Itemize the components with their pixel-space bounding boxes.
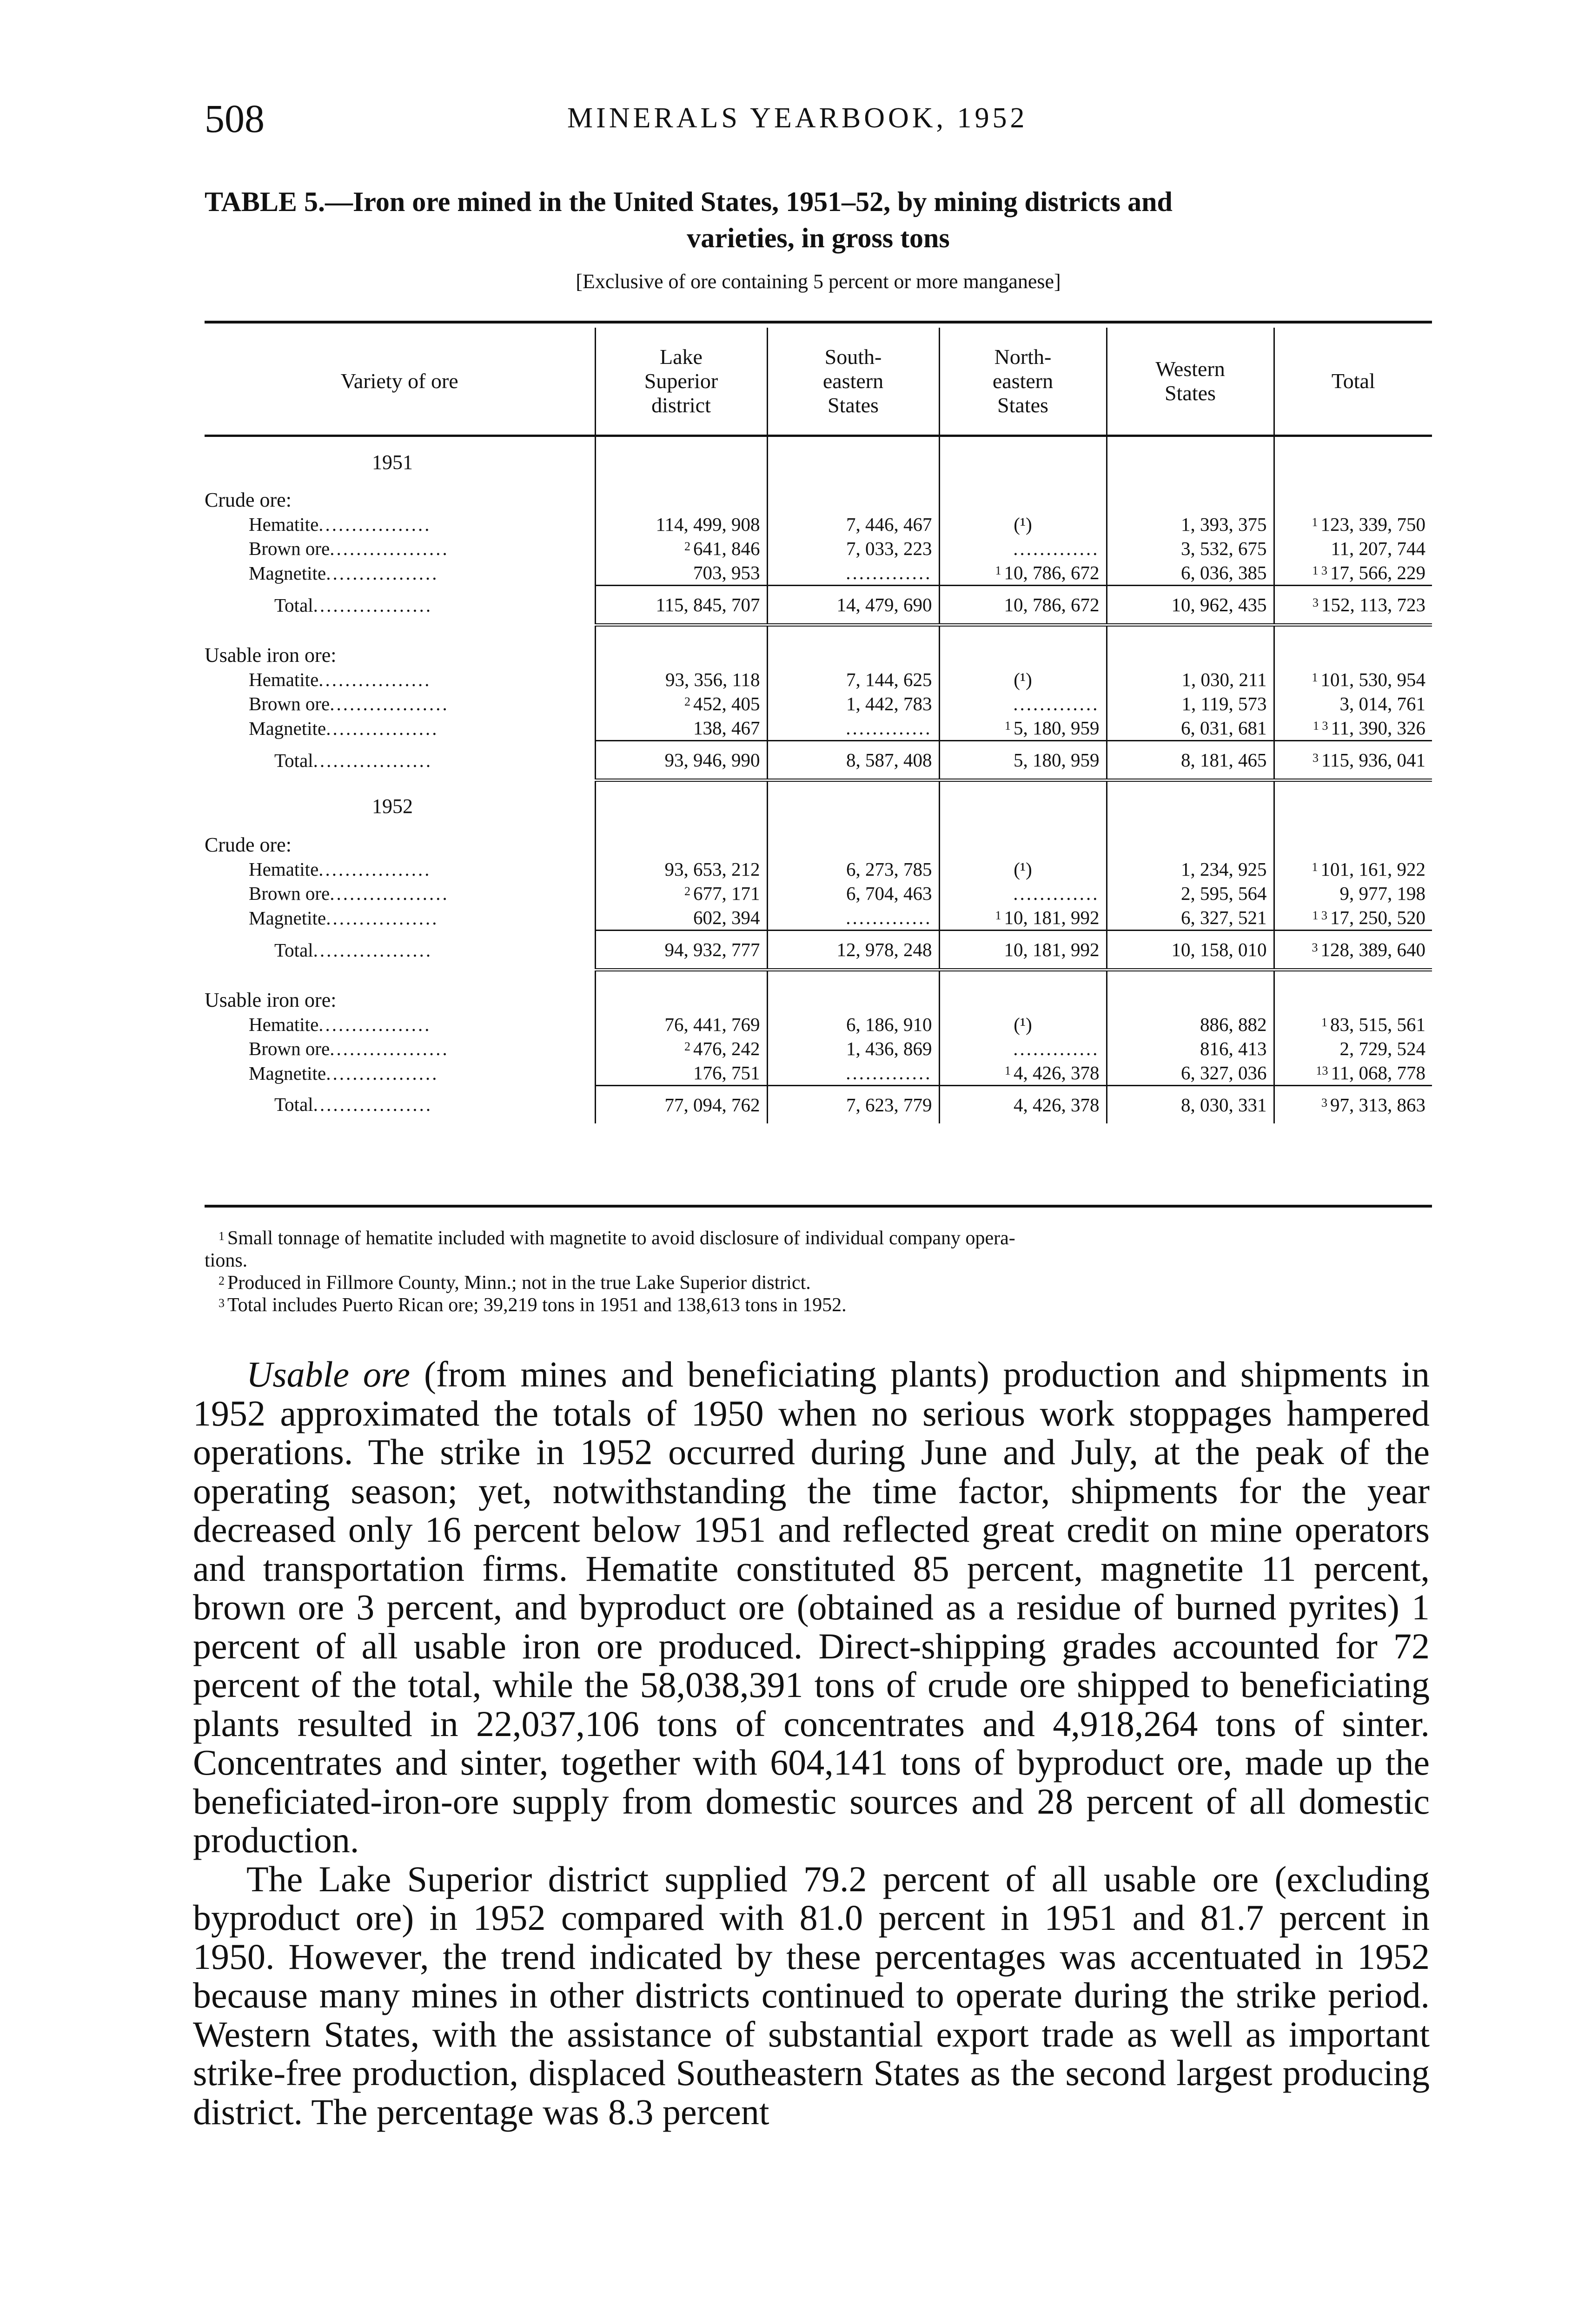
cell-southeastern: ............. — [767, 1061, 939, 1086]
row-label: Total — [274, 594, 313, 616]
cell-lake-superior: $^2$ 677, 171 — [595, 881, 767, 905]
total-row: Total.................. 94, 932, 777 12, 978, 248 10, 181, 992 10, 158, 010 $^3$ 128, 389, 640 — [205, 931, 1432, 970]
cell-western: 1, 030, 211 — [1107, 667, 1274, 692]
cell-southeastern: 6, 186, 910 — [767, 1012, 939, 1037]
cell-western: 6, 327, 036 — [1107, 1061, 1274, 1086]
column-header-southeastern: South- eastern States — [767, 328, 939, 436]
cell-total: 3, 014, 761 — [1274, 692, 1432, 716]
cell-southeastern: 7, 144, 625 — [767, 667, 939, 692]
year-label: 1951 — [372, 451, 413, 474]
table-row: Magnetite................. 602, 394 ............. $^1$ 10, 181, 992 6, 327, 521 $^{1 3}$ 17, 250, 520 — [205, 905, 1432, 931]
column-header-lake-superior: Lake Superior district — [595, 328, 767, 436]
row-label: Brown ore — [249, 538, 330, 559]
row-label: Hematite — [249, 858, 319, 880]
column-header-western: Western States — [1107, 328, 1274, 436]
cell-southeastern: ............. — [767, 716, 939, 741]
cell-southeastern: 6, 273, 785 — [767, 857, 939, 881]
cell-lake-superior: 115, 845, 707 — [595, 586, 767, 625]
cell-total: $^1$ 101, 530, 954 — [1274, 667, 1432, 692]
row-label: Total — [274, 1094, 313, 1116]
cell-western: 2, 595, 564 — [1107, 881, 1274, 905]
total-row: Total.................. 93, 946, 990 8, 587, 408 5, 180, 959 8, 181, 465 $^3$ 115, 936, 041 — [205, 741, 1432, 780]
row-label: Hematite — [249, 669, 319, 690]
cell-northeastern: $^1$ 5, 180, 959 — [939, 716, 1107, 741]
column-header-northeastern: North- eastern States — [939, 328, 1107, 436]
total-row: Total.................. 115, 845, 707 14, 479, 690 10, 786, 672 10, 962, 435 $^3$ 152, 113, 723 — [205, 586, 1432, 625]
table-row: Brown ore.................. $^2$ 452, 405 1, 442, 783 ............. 1, 119, 573 3, 014, 761 — [205, 692, 1432, 716]
group-row-usable-1951 — [205, 643, 1432, 667]
cell-northeastern: 4, 426, 378 — [939, 1086, 1107, 1124]
table-top-rule — [205, 321, 1432, 324]
row-label: Magnetite — [249, 717, 326, 739]
cell-total: $^{1 3}$ 17, 566, 229 — [1274, 561, 1432, 586]
cell-lake-superior: 114, 499, 908 — [595, 512, 767, 536]
cell-northeastern: 10, 181, 992 — [939, 931, 1107, 970]
cell-western: 886, 882 — [1107, 1012, 1274, 1037]
cell-lake-superior: 76, 441, 769 — [595, 1012, 767, 1037]
cell-total: $^{13}$ 11, 068, 778 — [1274, 1061, 1432, 1086]
cell-southeastern: 12, 978, 248 — [767, 931, 939, 970]
group-label: Usable iron ore: — [205, 989, 337, 1011]
cell-lake-superior: 138, 467 — [595, 716, 767, 741]
cell-western: 6, 036, 385 — [1107, 561, 1274, 586]
row-label: Hematite — [249, 514, 319, 535]
paragraph-1-lead: Usable ore — [246, 1354, 410, 1394]
cell-western: 1, 119, 573 — [1107, 692, 1274, 716]
group-row-usable-1952 — [205, 988, 1432, 1012]
group-label: Usable iron ore: — [205, 644, 337, 667]
table-header-row — [205, 328, 1432, 436]
paragraph-1: Usable ore (from mines and beneficiating plants) production and shipments in 1952 approximated the totals of 1950 when no serious work stoppages hampered operations. The strike in 1952 occurred during June and July, at the peak of the operating season; yet, notwithstanding the time factor, shipments for the year decreased only 16 percent below 1951 and reflected great credit on mine operators and transportation firms. Hematite constituted 85 percent, magnetite 11 percent, brown ore 3 percent, and byproduct ore (obtained as a residue of burned pyrites) 1 percent of all usable iron ore produced. Direct-shipping grades accounted for 72 percent of the total, while the 58,038,391 tons of crude ore shipped to beneficiating plants resulted in 22,037,106 tons of concentrates and 4,918,264 tons of sinter. Concentrates and sinter, together with 604,141 tons of byproduct ore, made up the beneficiated-iron-ore supply from domestic sources and 28 percent of all domestic production. — [193, 1354, 1430, 1860]
cell-lake-superior: 703, 953 — [595, 561, 767, 586]
cell-lake-superior: $^2$ 641, 846 — [595, 536, 767, 561]
cell-southeastern: 8, 587, 408 — [767, 741, 939, 780]
body-text — [193, 1355, 1430, 2131]
cell-western: 1, 234, 925 — [1107, 857, 1274, 881]
cell-lake-superior: $^2$ 452, 405 — [595, 692, 767, 716]
page-number: 508 — [205, 96, 265, 141]
group-label: Crude ore: — [205, 489, 292, 511]
row-label: Magnetite — [249, 907, 326, 929]
cell-lake-superior: 176, 751 — [595, 1061, 767, 1086]
cell-total: $^1$ 83, 515, 561 — [1274, 1012, 1432, 1037]
row-label: Magnetite — [249, 1062, 326, 1084]
cell-northeastern: ............. — [939, 1037, 1107, 1061]
year-row-1951 — [205, 436, 1432, 489]
table-caption-line-2: varieties, in gross tons — [687, 223, 950, 253]
row-label: Total — [274, 939, 313, 961]
cell-western: 10, 962, 435 — [1107, 586, 1274, 625]
footnote-2: $^2$ Produced in Fillmore County, Minn.; not in the true Lake Superior district. — [219, 1272, 811, 1294]
cell-western: 3, 532, 675 — [1107, 536, 1274, 561]
cell-total: $^{1 3}$ 17, 250, 520 — [1274, 905, 1432, 931]
cell-total: $^3$ 152, 113, 723 — [1274, 586, 1432, 625]
cell-southeastern: 6, 704, 463 — [767, 881, 939, 905]
cell-western: 10, 158, 010 — [1107, 931, 1274, 970]
cell-total: 2, 729, 524 — [1274, 1037, 1432, 1061]
table-row: Hematite................. 114, 499, 908 7, 446, 467 (¹) 1, 393, 375 $^1$ 123, 339, 750 — [205, 512, 1432, 536]
cell-northeastern: $^1$ 10, 786, 672 — [939, 561, 1107, 586]
table-row: Magnetite................. 176, 751 ............. $^1$ 4, 426, 378 6, 327, 036 $^{13}$ 11, 068, 778 — [205, 1061, 1432, 1086]
cell-total: $^{1 3}$ 11, 390, 326 — [1274, 716, 1432, 741]
cell-lake-superior: 77, 094, 762 — [595, 1086, 767, 1124]
running-head — [205, 95, 1460, 146]
table-subcaption: [Exclusive of ore containing 5 percent or more manganese] — [576, 270, 1061, 293]
cell-total: 11, 207, 744 — [1274, 536, 1432, 561]
footnote-3: $^3$ Total includes Puerto Rican ore; 39,219 tons in 1951 and 138,613 tons in 1952. — [219, 1294, 847, 1316]
year-row-1952 — [205, 780, 1432, 833]
cell-lake-superior: 93, 653, 212 — [595, 857, 767, 881]
cell-southeastern: ............. — [767, 561, 939, 586]
cell-total: $^3$ 115, 936, 041 — [1274, 741, 1432, 780]
table-caption — [205, 184, 1432, 256]
cell-western: 6, 327, 521 — [1107, 905, 1274, 931]
table-row: Brown ore.................. $^2$ 641, 846 7, 033, 223 ............. 3, 532, 675 11, 207, 744 — [205, 536, 1432, 561]
group-row-crude-1951 — [205, 488, 1432, 512]
cell-northeastern: ............. — [939, 881, 1107, 905]
cell-southeastern: 7, 446, 467 — [767, 512, 939, 536]
cell-western: 8, 030, 331 — [1107, 1086, 1274, 1124]
cell-northeastern: 10, 786, 672 — [939, 586, 1107, 625]
row-label: Hematite — [249, 1014, 319, 1035]
cell-southeastern: 14, 479, 690 — [767, 586, 939, 625]
cell-northeastern: (¹) — [939, 667, 1107, 692]
cell-western: 816, 413 — [1107, 1037, 1274, 1061]
footnotes — [205, 1227, 1432, 1316]
cell-western: 1, 393, 375 — [1107, 512, 1274, 536]
paragraph-2: The Lake Superior district supplied 79.2 percent of all usable ore (excluding byproduct ore) in 1952 compared with 81.0 percent in 1951 and 81.7 percent in 1950. However, the trend indicated by these percentages was accentuated in 1952 because many mines in other districts continued to operate during the strike period. Western States, with the assistance of substantial export trade as well as important strike-free production, displaced Southeastern States as the second largest producing district. The percentage was 8.3 percent — [193, 1858, 1430, 2132]
cell-northeastern: ............. — [939, 692, 1107, 716]
cell-northeastern: $^1$ 10, 181, 992 — [939, 905, 1107, 931]
total-row: Total.................. 77, 094, 762 7, 623, 779 4, 426, 378 8, 030, 331 $^3$ 97, 313, 863 — [205, 1086, 1432, 1124]
cell-lake-superior: 93, 946, 990 — [595, 741, 767, 780]
cell-northeastern: (¹) — [939, 1012, 1107, 1037]
cell-northeastern: (¹) — [939, 512, 1107, 536]
cell-total: $^3$ 97, 313, 863 — [1274, 1086, 1432, 1124]
column-header-total: Total — [1274, 328, 1432, 436]
cell-lake-superior: $^2$ 476, 242 — [595, 1037, 767, 1061]
group-row-crude-1952 — [205, 833, 1432, 857]
column-header-variety: Variety of ore — [205, 328, 595, 436]
table-caption-line-1: TABLE 5.—Iron ore mined in the United States, 1951–52, by mining districts and — [205, 186, 1173, 217]
table-bottom-rule — [205, 1205, 1432, 1208]
iron-ore-table — [205, 328, 1432, 1123]
cell-total: $^1$ 101, 161, 922 — [1274, 857, 1432, 881]
group-label: Crude ore: — [205, 833, 292, 856]
cell-total: 9, 977, 198 — [1274, 881, 1432, 905]
cell-northeastern: ............. — [939, 536, 1107, 561]
row-label: Brown ore — [249, 693, 330, 714]
table-row: Brown ore.................. $^2$ 476, 242 1, 436, 869 ............. 816, 413 2, 729, 524 — [205, 1037, 1432, 1061]
cell-northeastern: (¹) — [939, 857, 1107, 881]
row-label: Brown ore — [249, 1038, 330, 1059]
cell-southeastern: 1, 442, 783 — [767, 692, 939, 716]
cell-total: $^3$ 128, 389, 640 — [1274, 931, 1432, 970]
row-label: Total — [274, 750, 313, 771]
table-row: Brown ore.................. $^2$ 677, 171 6, 704, 463 ............. 2, 595, 564 9, 977, 198 — [205, 881, 1432, 905]
cell-northeastern: $^1$ 4, 426, 378 — [939, 1061, 1107, 1086]
cell-southeastern: ............. — [767, 905, 939, 931]
cell-western: 8, 181, 465 — [1107, 741, 1274, 780]
footnote-1-continuation: tions. — [205, 1250, 248, 1271]
table-row: Magnetite................. 138, 467 ............. $^1$ 5, 180, 959 6, 031, 681 $^{1 3}$ 11, 390, 326 — [205, 716, 1432, 741]
cell-southeastern: 1, 436, 869 — [767, 1037, 939, 1061]
footnote-1: $^1$ Small tonnage of hematite included with magnetite to avoid disclosure of individual company opera- — [219, 1228, 1015, 1249]
row-label: Brown ore — [249, 883, 330, 904]
cell-western: 6, 031, 681 — [1107, 716, 1274, 741]
cell-total: $^1$ 123, 339, 750 — [1274, 512, 1432, 536]
table-row: Hematite................. 76, 441, 769 6, 186, 910 (¹) 886, 882 $^1$ 83, 515, 561 — [205, 1012, 1432, 1037]
cell-lake-superior: 93, 356, 118 — [595, 667, 767, 692]
table-row: Hematite................. 93, 653, 212 6, 273, 785 (¹) 1, 234, 925 $^1$ 101, 161, 922 — [205, 857, 1432, 881]
cell-southeastern: 7, 033, 223 — [767, 536, 939, 561]
table-row: Magnetite................. 703, 953 ............. $^1$ 10, 786, 672 6, 036, 385 $^{1 3}$ 17, 566, 229 — [205, 561, 1432, 586]
row-label: Magnetite — [249, 562, 326, 584]
running-title: MINERALS YEARBOOK, 1952 — [567, 102, 1028, 134]
table-row: Hematite................. 93, 356, 118 7, 144, 625 (¹) 1, 030, 211 $^1$ 101, 530, 954 — [205, 667, 1432, 692]
cell-lake-superior: 94, 932, 777 — [595, 931, 767, 970]
cell-lake-superior: 602, 394 — [595, 905, 767, 931]
year-label: 1952 — [372, 795, 413, 818]
cell-southeastern: 7, 623, 779 — [767, 1086, 939, 1124]
cell-northeastern: 5, 180, 959 — [939, 741, 1107, 780]
